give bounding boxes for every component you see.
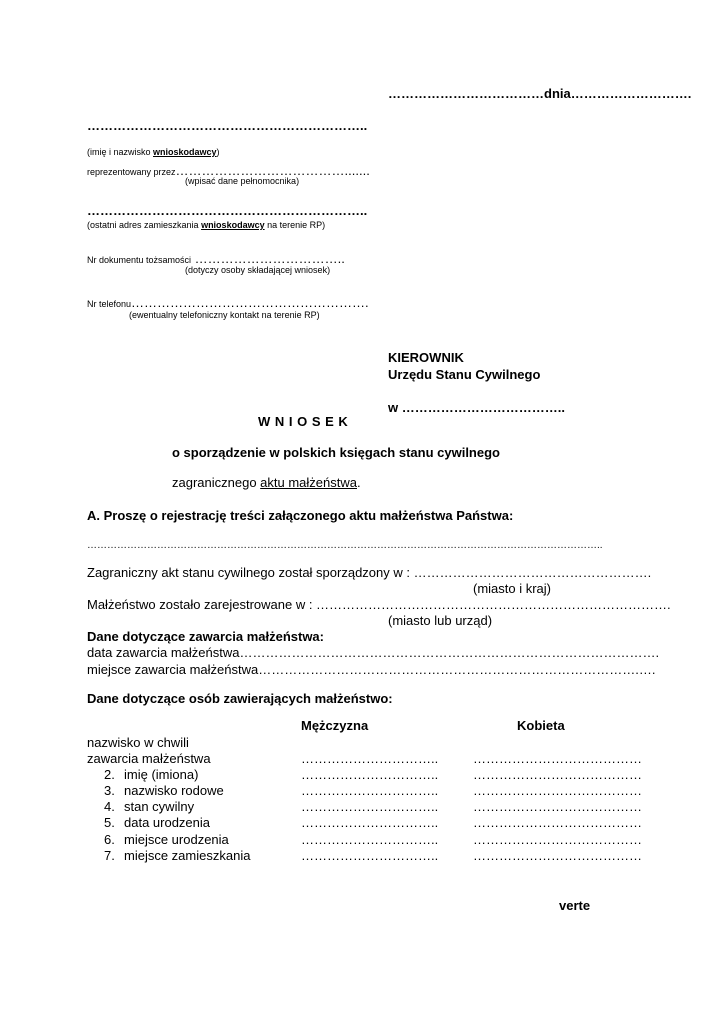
applicant-caption-prefix: (imię i nazwisko bbox=[87, 147, 154, 157]
address-caption-suffix: na terenie RP) bbox=[264, 220, 326, 230]
row-item-num: 3. bbox=[104, 783, 115, 798]
row-item-num: 6. bbox=[104, 832, 115, 847]
row-item-woman[interactable]: ………………………………… bbox=[473, 832, 642, 847]
document-heading: W N I O S E K bbox=[258, 414, 349, 429]
registered-line[interactable]: Małżeństwo zostało zarejestrowane w : ………………………………………………………………………. bbox=[87, 597, 671, 612]
address-caption-bold: wnioskodawcy bbox=[201, 220, 265, 230]
subtitle-underlined: aktu małżeństwa bbox=[260, 475, 357, 490]
row-item-label: nazwisko rodowe bbox=[124, 783, 224, 798]
foreign-act-caption: (miasto i kraj) bbox=[473, 581, 552, 596]
marriage-date-line[interactable]: data zawarcia małżeństwa……………………………………………………………………………………. bbox=[87, 645, 660, 660]
section-a-heading: A. Proszę o rejestrację treści załączonego aktu małżeństwa Państwa: bbox=[87, 508, 514, 523]
row-surname-man[interactable]: ………………………….. bbox=[301, 751, 439, 766]
address-caption-prefix: (ostatni adres zamieszkania bbox=[87, 220, 202, 230]
applicant-caption-bold: wnioskodawcy bbox=[153, 147, 217, 157]
subtitle-prefix: zagranicznego bbox=[172, 475, 261, 490]
column-woman: Kobieta bbox=[517, 718, 565, 733]
represented-caption: (wpisać dane pełnomocnika) bbox=[185, 176, 300, 186]
row-surname-woman[interactable]: ………………………………… bbox=[473, 751, 642, 766]
verte-label: verte bbox=[559, 898, 591, 913]
row-item-man[interactable]: ………………………….. bbox=[301, 832, 439, 847]
row-item-label: stan cywilny bbox=[124, 799, 195, 814]
row-item-woman[interactable]: ………………………………… bbox=[473, 848, 642, 863]
document-subtitle: o sporządzenie w polskich księgach stanu cywilnego bbox=[172, 445, 500, 460]
phone-label: Nr telefonu bbox=[87, 299, 132, 309]
row-surname-label-2: zawarcia małżeństwa bbox=[87, 751, 211, 766]
represented-dots[interactable]: …………………………………....... bbox=[175, 163, 370, 178]
column-man: Mężczyzna bbox=[301, 718, 369, 733]
address-caption bbox=[87, 220, 325, 230]
row-item-woman[interactable]: ………………………………… bbox=[473, 799, 642, 814]
doc-dots[interactable]: …………………………….. bbox=[191, 251, 345, 266]
doc-row bbox=[87, 251, 345, 266]
represented-label: reprezentowany przez bbox=[87, 167, 176, 177]
phone-caption: (ewentualny telefoniczny kontakt na terenie RP) bbox=[129, 310, 320, 320]
row-item-man[interactable]: ………………………….. bbox=[301, 815, 439, 830]
row-item-woman[interactable]: ………………………………… bbox=[473, 783, 642, 798]
row-item-label: imię (imiona) bbox=[124, 767, 199, 782]
row-item-woman[interactable]: ………………………………… bbox=[473, 767, 642, 782]
row-item-label: data urodzenia bbox=[124, 815, 211, 830]
subtitle-suffix: . bbox=[357, 475, 361, 490]
marriage-place-line[interactable]: miejsce zawarcia małżeństwa…………………………………………………………………………….…. bbox=[87, 662, 656, 677]
phone-row bbox=[87, 295, 369, 310]
row-item-man[interactable]: ………………………….. bbox=[301, 783, 439, 798]
registered-caption: (miasto lub urząd) bbox=[388, 613, 493, 628]
row-item-num: 7. bbox=[104, 848, 115, 863]
row-item-num: 4. bbox=[104, 799, 115, 814]
recipient-title: KIEROWNIK bbox=[388, 350, 464, 365]
document-subtitle-line2 bbox=[172, 475, 361, 490]
row-item-man[interactable]: ………………………….. bbox=[301, 848, 439, 863]
foreign-act-line[interactable]: Zagraniczny akt stanu cywilnego został sporządzony w : ………………………………………………. bbox=[87, 565, 652, 580]
doc-label: Nr dokumentu tożsamości bbox=[87, 255, 192, 265]
applicant-caption-suffix: ) bbox=[216, 147, 220, 157]
address-line[interactable]: ……………………………………………………….. bbox=[87, 203, 368, 218]
row-item-man[interactable]: ………………………….. bbox=[301, 799, 439, 814]
row-item-man[interactable]: ………………………….. bbox=[301, 767, 439, 782]
recipient-office: Urzędu Stanu Cywilnego bbox=[388, 367, 541, 382]
persons-heading: Dane dotyczące osób zawierających małżeństwo: bbox=[87, 691, 393, 706]
section-a-dots-line[interactable]: ……………………………………………………………………………………………………………………………………….. bbox=[87, 540, 603, 551]
row-item-num: 2. bbox=[104, 767, 115, 782]
row-item-woman[interactable]: ………………………………… bbox=[473, 815, 642, 830]
phone-dots[interactable]: ………………………………………………. bbox=[131, 295, 369, 310]
applicant-caption bbox=[87, 147, 220, 157]
date-line[interactable]: ………………………………dnia………………………. bbox=[388, 86, 692, 101]
applicant-name-line[interactable]: ……………………………………………………….. bbox=[87, 118, 368, 133]
row-item-label: miejsce zamieszkania bbox=[124, 848, 251, 863]
row-item-num: 5. bbox=[104, 815, 115, 830]
recipient-city-line[interactable]: w ……………………………….. bbox=[388, 400, 565, 415]
row-surname-label-1: nazwisko w chwili bbox=[87, 735, 189, 750]
marriage-heading: Dane dotyczące zawarcia małżeństwa: bbox=[87, 629, 324, 644]
row-item-label: miejsce urodzenia bbox=[124, 832, 229, 847]
doc-caption: (dotyczy osoby składającej wniosek) bbox=[185, 265, 331, 275]
